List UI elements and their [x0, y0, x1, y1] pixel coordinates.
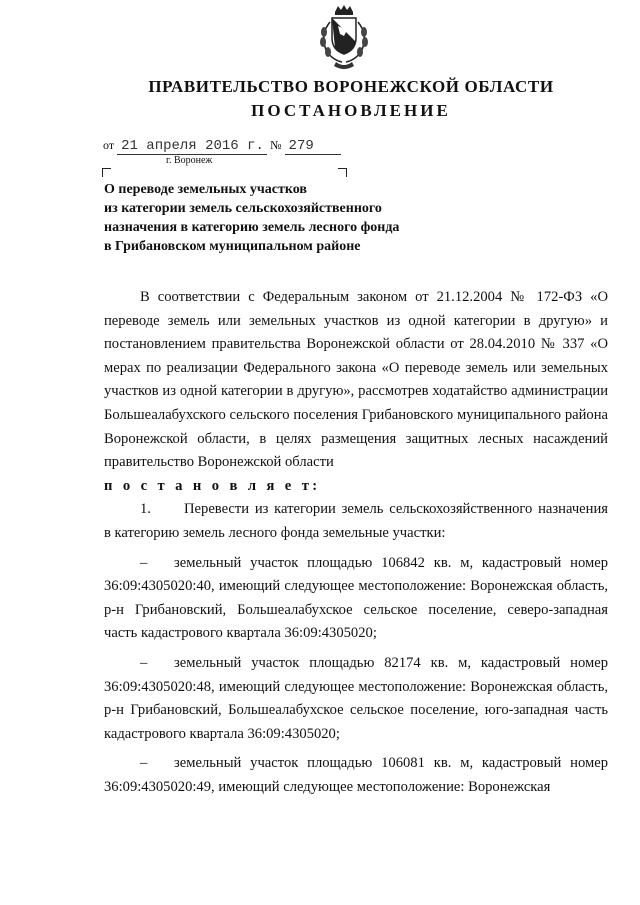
document-date-line: [103, 138, 341, 155]
subject-line: в Грибановском муниципальном районе: [104, 239, 361, 254]
decree-word: п о с т а н о в л я е т:: [104, 477, 321, 494]
subject-line: О переводе земельных участков: [104, 182, 307, 197]
from-label: от: [103, 138, 115, 152]
document-number: 279: [285, 138, 341, 155]
document-date: 21 апреля 2016 г.: [117, 138, 267, 155]
list-dash: –: [140, 755, 148, 772]
document-type-title: ПОСТАНОВЛЕНИЕ: [251, 101, 451, 120]
plot-item: [104, 552, 608, 646]
document-body: [104, 286, 608, 799]
preamble-paragraph: В соответствии с Федеральным законом от 21.12.2004 № 172-ФЗ «О переводе земель или земельных участков из одной категории в другую» и постановлением правительства Воронежской области от 28.04.2010 № 337 «О мерах по реализации Федерального закона «О переводе земель или земельных участков из одной категории в другую», рассмотрев ходатайство администрации Большеалабухского сельского поселения Грибановского муниципального района Воронежской области, в целях размещения защитных лесных насаждений правительство Воронежской области: [104, 289, 608, 471]
city-label: г. Воронеж: [166, 155, 213, 166]
subject-line: из категории земель сельскохозяйственного: [104, 201, 382, 216]
coat-of-arms-icon: [314, 4, 374, 70]
number-label: №: [270, 138, 282, 152]
list-dash: –: [140, 654, 148, 671]
document-subject: [104, 180, 464, 256]
item-number: 1.: [140, 501, 151, 518]
subject-corner-left: [102, 168, 111, 177]
plot-text: земельный участок площадью 82174 кв. м, кадастровый номер 36:09:4305020:48, имеющий следующее местоположение: Воронежская область, р-н Грибановский, Большеалабухское сельское поселение, юго-западная часть кадастрового квартала 36:09:4305020;: [104, 654, 608, 742]
item-1: [104, 498, 608, 545]
government-title: ПРАВИТЕЛЬСТВО ВОРОНЕЖСКОЙ ОБЛАСТИ: [148, 77, 554, 96]
item-text: Перевести из категории земель сельскохозяйственного назначения в категорию земель лесного фонда земельные участки:: [104, 501, 608, 541]
plot-text: земельный участок площадью 106842 кв. м, кадастровый номер 36:09:4305020:40, имеющий следующее местоположение: Воронежская область, р-н Грибановский, Большеалабухское сельское поселение, северо-западная часть кадастрового квартала 36:09:4305020;: [104, 554, 608, 642]
subject-corner-right: [338, 168, 347, 177]
plot-text: земельный участок площадью 106081 кв. м, кадастровый номер 36:09:4305020:49, имеющий следующее местоположение: Воронежская: [104, 755, 608, 795]
plot-item: [104, 752, 608, 799]
list-dash: –: [140, 554, 148, 571]
plot-item: [104, 652, 608, 746]
subject-line: назначения в категорию земель лесного фонда: [104, 220, 400, 235]
